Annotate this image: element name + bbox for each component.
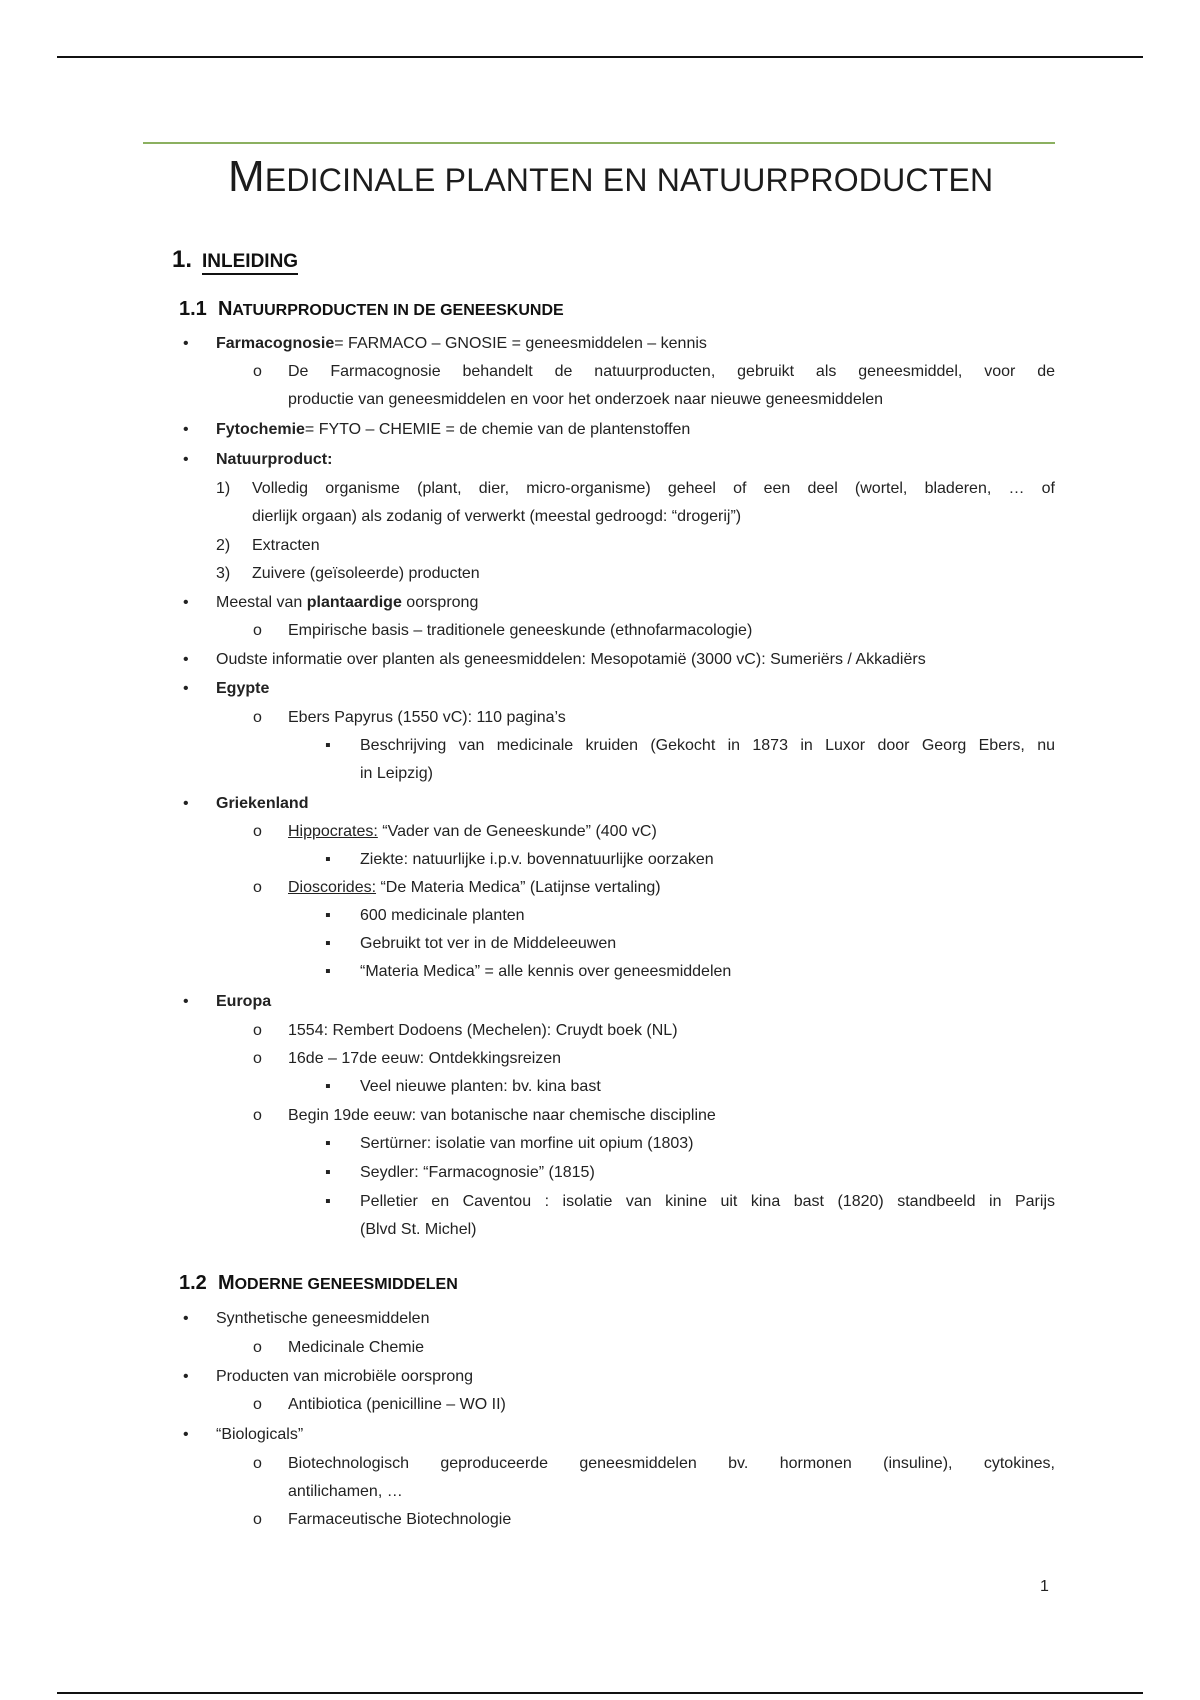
section-number: 1.: [172, 246, 193, 273]
bullet-circle: o: [253, 1455, 262, 1472]
list-item: Natuurproduct:: [216, 451, 333, 468]
bullet-disc: •: [183, 680, 189, 697]
bullet-circle: o: [253, 1396, 262, 1413]
subsection-heading-1-2: [179, 1272, 458, 1295]
bullet-circle: o: [253, 823, 262, 840]
bullet-square: ▪: [325, 851, 331, 868]
bullet-disc: •: [183, 993, 189, 1010]
bullet-disc: •: [183, 421, 189, 438]
number-marker: 2): [216, 537, 231, 554]
bullet-circle: o: [253, 709, 262, 726]
list-item: Oudste informatie over planten als geneesmiddelen: Mesopotamië (3000 vC): Sumeriërs / Akkadiërs: [216, 651, 926, 668]
list-item: Synthetische geneesmiddelen: [216, 1310, 430, 1327]
list-item: Producten van microbiële oorsprong: [216, 1368, 474, 1385]
number-marker: 1): [216, 480, 231, 497]
bullet-circle: o: [253, 363, 262, 380]
list-item: Pelletier en Caventou : isolatie van kinine uit kina bast (1820) standbeeld in Parijs: [360, 1193, 1055, 1210]
bullet-disc: •: [183, 451, 189, 468]
term-definition: = FARMACO – GNOSIE = geneesmiddelen – kennis: [334, 335, 707, 352]
list-item: De Farmacognosie behandelt de natuurproducten, gebruikt als geneesmiddel, voor de: [288, 363, 1055, 380]
list-item: Empirische basis – traditionele geneeskunde (ethnofarmacologie): [288, 622, 753, 639]
bullet-square: ▪: [325, 1164, 331, 1181]
list-item-continued: antilichamen, …: [288, 1483, 403, 1500]
list-item-continued: (Blvd St. Michel): [360, 1221, 477, 1238]
list-item: Europa: [216, 993, 272, 1010]
list-item-continued: productie van geneesmiddelen en voor het onderzoek naar nieuwe geneesmiddelen: [288, 391, 884, 408]
subsection-heading-1-1: [179, 298, 564, 321]
text-part: Meestal van: [216, 594, 307, 611]
bullet-square: ▪: [325, 1078, 331, 1095]
list-item: Egypte: [216, 680, 270, 697]
list-item: [216, 589, 478, 617]
numbered-item: Zuivere (geïsoleerde) producten: [252, 565, 480, 582]
bullet-square: ▪: [325, 963, 331, 980]
numbered-item: Volledig organisme (plant, dier, micro-organisme) geheel of een deel (wortel, bladeren, … of: [252, 480, 1055, 497]
header-rule: [57, 56, 1143, 58]
term-bold: Fytochemie: [216, 421, 305, 438]
list-item: 1554: Rembert Dodoens (Mechelen): Cruydt boek (NL): [288, 1022, 678, 1039]
bullet-circle: o: [253, 1022, 262, 1039]
bullet-circle: o: [253, 1511, 262, 1528]
numbered-item-continued: dierlijk orgaan) als zodanig of verwerkt (meestal gedroogd: “drogerij”): [252, 508, 742, 525]
subsection-number: 1.2: [179, 1272, 207, 1294]
subsection-cap: N: [217, 298, 233, 320]
bullet-square: ▪: [325, 935, 331, 952]
bullet-square: ▪: [325, 737, 331, 754]
subsection-number: 1.1: [179, 298, 207, 320]
list-item: Ebers Papyrus (1550 vC): 110 pagina’s: [288, 709, 566, 726]
bullet-disc: •: [183, 1426, 189, 1443]
list-item: 600 medicinale planten: [360, 907, 525, 924]
person-name: Hippocrates:: [288, 823, 378, 840]
list-item: Biotechnologisch geproduceerde geneesmiddelen bv. hormonen (insuline), cytokines,: [288, 1455, 1055, 1472]
list-item: Medicinale Chemie: [288, 1339, 425, 1356]
bullet-disc: •: [183, 795, 189, 812]
bullet-circle: o: [253, 1107, 262, 1124]
list-item: Gebruikt tot ver in de Middeleeuwen: [360, 935, 617, 952]
list-item-continued: in Leipzig): [360, 765, 433, 782]
bullet-disc: •: [183, 1368, 189, 1385]
term-definition: = FYTO – CHEMIE = de chemie van de plantenstoffen: [304, 421, 691, 438]
text-bold: plantaardige: [306, 594, 402, 611]
bullet-circle: o: [253, 1339, 262, 1356]
bullet-square: ▪: [325, 1135, 331, 1152]
bullet-disc: •: [183, 594, 189, 611]
list-item: Ziekte: natuurlijke i.p.v. bovennatuurlijke oorzaken: [360, 851, 714, 868]
numbered-item: Extracten: [252, 537, 320, 554]
list-item: [288, 874, 661, 902]
person-name: Dioscorides:: [288, 879, 377, 896]
section-label: INLEIDING: [202, 251, 298, 275]
list-item: Beschrijving van medicinale kruiden (Gekocht in 1873 in Luxor door Georg Ebers, nu: [360, 737, 1055, 754]
page-number: 1: [1040, 1578, 1049, 1595]
list-item: Veel nieuwe planten: bv. kina bast: [360, 1078, 601, 1095]
subsection-cap: M: [217, 1272, 235, 1294]
list-item: [216, 416, 690, 444]
list-item: “Materia Medica” = alle kennis over geneesmiddelen: [360, 963, 732, 980]
subsection-title: ODERNE GENEESMIDDELEN: [234, 1276, 458, 1293]
bullet-square: ▪: [325, 1193, 331, 1210]
text-part: oorsprong: [401, 594, 479, 611]
list-item: Farmaceutische Biotechnologie: [288, 1511, 512, 1528]
number-marker: 3): [216, 565, 231, 582]
bullet-circle: o: [253, 622, 262, 639]
bullet-disc: •: [183, 651, 189, 668]
person-description: “De Materia Medica” (Latijnse vertaling): [376, 879, 661, 896]
title-initial: M: [228, 152, 265, 201]
bullet-disc: •: [183, 1310, 189, 1327]
subsection-title: ATUURPRODUCTEN IN DE GENEESKUNDE: [232, 302, 564, 319]
bullet-square: ▪: [325, 907, 331, 924]
list-item: “Biologicals”: [216, 1426, 304, 1443]
section-heading-1: [172, 246, 298, 274]
list-item: Antibiotica (penicilline – WO II): [288, 1396, 506, 1413]
person-description: “Vader van de Geneeskunde” (400 vC): [377, 823, 657, 840]
term-bold: Farmacognosie: [216, 335, 335, 352]
title-rule: [143, 142, 1055, 144]
list-item: [288, 818, 657, 846]
footer-rule: [57, 1692, 1143, 1694]
bullet-circle: o: [253, 1050, 262, 1067]
bullet-disc: •: [183, 335, 189, 352]
list-item: [216, 330, 707, 358]
list-item: 16de – 17de eeuw: Ontdekkingsreizen: [288, 1050, 562, 1067]
list-item: Seydler: “Farmacognosie” (1815): [360, 1164, 595, 1181]
list-item: Sertürner: isolatie van morfine uit opium (1803): [360, 1135, 694, 1152]
document-title: [228, 152, 1056, 202]
bullet-circle: o: [253, 879, 262, 896]
list-item: Griekenland: [216, 795, 309, 812]
list-item: Begin 19de eeuw: van botanische naar chemische discipline: [288, 1107, 716, 1124]
title-rest: EDICINALE PLANTEN EN NATUURPRODUCTEN: [264, 162, 994, 198]
